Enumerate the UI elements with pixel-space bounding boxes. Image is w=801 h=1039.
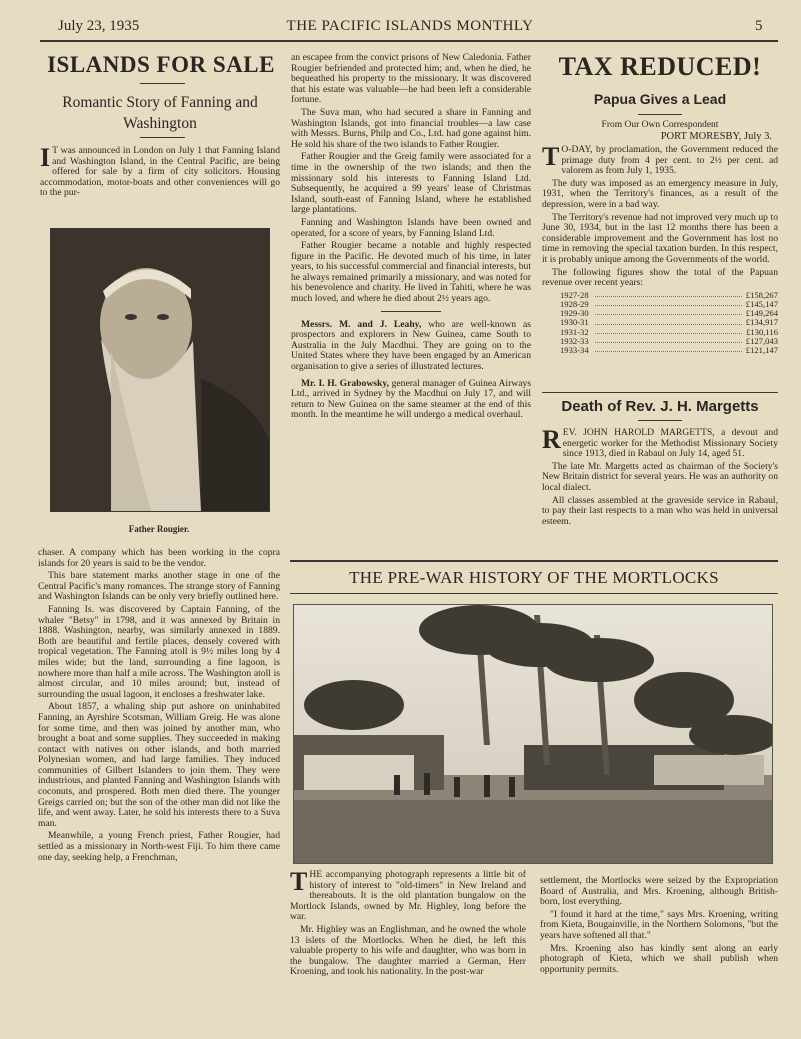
- revenue-amount: £134,917: [745, 317, 778, 328]
- leader-dots: [595, 328, 742, 334]
- header-rule: [40, 40, 778, 42]
- leader-dots: [595, 346, 742, 352]
- father-rougier-photo: [51, 229, 269, 511]
- mortlocks-dropcap: T: [290, 867, 308, 896]
- tax-title: TAX REDUCED!: [558, 52, 762, 81]
- revenue-year: 1927-28: [560, 289, 589, 300]
- revenue-year: 1931-32: [560, 326, 589, 337]
- islands-col2: an escapee from the convict prisons of New Caledonia. Father Rougier befriended and protected him; and, when he died, he bequeathed his property to the missionary. It was discovered that his estate was valuable—he had been left a considerable fortune. The Suva man, who had secured a share in Fanning and Washington Islands, got into financial troubles—a law case with Messrs. Burns, Philp and Co., Ltd. had gone against him. He sold his share of the two islands to Father Rougier. Father Rougier and the Greig family were associated for a time in the ownership of the two islands; and then the missionary sold his interests to Fanning Island Ltd. Subsequently, he acquired a 99 years' lease of Christmas Island, south-east of Fanning Island, where he established large plantations. Fanning and Washington Islands have been owned and operated, for a score of years, by Fanning Island Ltd. Father Rougier became a notable and highly respected figure in the Pacific. He devoted much of his time, in later years, to his successful commercial and financial interests, but he always remained primarily a missionary, and was noted for his benevolence and charity. He lived in Tahiti, where he was much loved, and where he died about 2½ years ago. Messrs. M. and J. Leahy, who are well-known as prospectors and explorers in New Guinea, came South to Australia in the July Macdhui. They are going on to the United States where they have been engaged by an American organisation to give a series of illustrated lectures. Mr. I. H. Grabowsky, general manager of Guinea Airways Ltd., arrived in Sydney by the Macdhui on July 17, and will return to New Guinea on the same steamer at the end of this month. In the meantime he will undergo a medical overhaul.: [291, 52, 531, 421]
- title-rule: [140, 83, 185, 84]
- mortlocks-title: THE PRE-WAR HISTORY OF THE MORTLOCKS: [349, 568, 719, 587]
- islands-title: ISLANDS FOR SALE: [47, 52, 275, 77]
- portrait-caption: Father Rougier.: [128, 524, 190, 534]
- tax-subtitle: Papua Gives a Lead: [593, 91, 727, 107]
- mortlocks-col1: THE accompanying photograph represents a little bit of history of interest to "old-timers" in New Ireland and thereabouts. It is the old plantation bungalow on the Mortlock Islands, owned by Mr. Highley, long before the war. Mr. Highley was an Englishman, and he owned the whole 13 islets of the Mortlocks. When he died, he left this valuable property to his wife and daughter, who was born in the bungalow. The daughter married a German, Herr Kroening, and took his nationality. In the post-war: [290, 867, 526, 978]
- portrait-frame: [50, 228, 270, 512]
- dropcap: I: [40, 143, 51, 172]
- margetts-rule-top: [542, 392, 778, 393]
- islands-intro: I T was announced in London on July 1 that Fanning Island and Washington Island, in the Central Pacific, are being offered for sale by a firm of city solicitors. Housing accommodation, motor-boats and other conveniences will go to the pur-: [40, 143, 280, 199]
- revenue-year: 1930-31: [560, 317, 589, 328]
- mortlocks-col2: settlement, the Mortlocks were seized by the Expropriation Board of Australia, and Mrs. Kroening, although British-born, lost everything. "I found it hard at the time," says Mrs. Kroening, writing from Kieta, Bougainville, in the Northern Solomons, "but the years have softened all that." Mrs. Kroening also has kindly sent along an early photograph of Kieta, which we shall publish when opportunity permits.: [540, 875, 778, 975]
- tax-byline: From Our Own Correspondent: [601, 120, 719, 130]
- margetts-rule: [638, 420, 682, 421]
- leader-dots: [595, 291, 742, 297]
- islands-col1: chaser. A company which has been working in the copra islands for 20 years is said to be the vendor. This bare statement marks another stage in one of the Central Pacific's many romances. The strange story of Fanning and Washington Islands can be only very briefly outlined here. Fanning Is. was discovered by Captain Fanning, of the whaler "Betsy" in 1798, and it was annexed by Britain in 1888. Washington, nearby, was similarly annexed in 1889. Both are beautiful and fertile places, densely covered with tropical vegetation. The Fanning atoll is 9½ miles long by 4 miles wide; but the land, surrounding a fine lagoon, is nowhere more than half a mile across. The Washington atoll is almost circular, and 10 miles around; but, instead of surrounding the usual lagoon, it encloses a freshwater lake. About 1857, a whaling ship put ashore on uninhabited Fanning, an Ayrshire Scotsman, William Greig. He was alone for some time, and then was joined by another man, who brought a boat and some supplies. They succeeded in making contact with natives on other islands, and both married Polynesian women, and had large families. They induced communities of Gilbert Islanders to join them. They were industrious, and planted Fanning and Washington Islands with coconuts, and prospered. Both men died there. The younger Greigs carried on; but the son of the other man did not like the life, and went away. Later, he sold his interests there to a Suva man. Meanwhile, a young French priest, Father Rougier, had settled as a missionary in North-west Fiji. To him there came one day, seeking help, a Frenchman,: [38, 547, 280, 863]
- tax-body: T O-DAY, by proclamation, the Government reduced the primage duty from 4 per cent. to 2½ per cent. ad valorem as from July 1, 1935. The duty was imposed as an emergency measure in July, 1931, when the Territory's finances, as a result of the depression, were in a bad way. The Territory's revenue had not improved very much up to June 30, 1934, but in the last 12 months there has been a considerable improvement and the Government has lost no time in removing the special taxation burden. In this respect, it is probably unique among the Governments of the world. The following figures show the total of the Papuan revenue over recent years: 1927-28 £158,267 1928-29 £145,147 1929-30 £149,264 1930-31 £134,917 1931-32 £130,116 1932-33 £127,043 1933-34 £121,147: [542, 142, 778, 355]
- plantation-bungalow-photo: [294, 605, 772, 863]
- leader-dots: [595, 300, 742, 306]
- leader-dots: [595, 309, 742, 315]
- mortlocks-rule-bottom: [290, 593, 778, 594]
- tax-dateline: PORT MORESBY, July 3.: [660, 131, 772, 142]
- mortlocks-photo-frame: [293, 604, 773, 864]
- revenue-amount: £158,267: [745, 289, 778, 300]
- revenue-year: 1933-34: [560, 344, 589, 355]
- issue-date: July 23, 1935: [58, 18, 140, 34]
- section-rule: [381, 307, 441, 312]
- revenue-year: 1932-33: [560, 335, 589, 346]
- islands-subtitle: Romantic Story of Fanning and Washington: [62, 94, 258, 132]
- subtitle-rule: [140, 137, 185, 138]
- leahy-note: Messrs. M. and J. Leahy, who are well-known as prospectors and explorers in New Guinea, came South to Australia in the July Macdhui. They are going on to the United States where they have been engaged by an American organisation to give a series of illustrated lectures.: [291, 318, 531, 373]
- revenue-amount: £149,264: [745, 308, 778, 319]
- leader-dots: [595, 337, 742, 343]
- revenue-amount: £145,147: [745, 298, 778, 309]
- revenue-amount: £130,116: [746, 326, 778, 337]
- page-number: 5: [755, 18, 763, 34]
- margetts-title: Death of Rev. J. H. Margetts: [561, 398, 759, 415]
- revenue-year: 1929-30: [560, 308, 589, 319]
- leader-dots: [595, 318, 742, 324]
- tax-rule: [638, 114, 682, 115]
- mortlocks-rule-top: [290, 560, 778, 562]
- revenue-row: [542, 346, 778, 355]
- publication-title: THE PACIFIC ISLANDS MONTHLY: [286, 18, 534, 34]
- grabowsky-note: Mr. I. H. Grabowsky, general manager of Guinea Airways Ltd., arrived in Sydney by the Macdhui on July 17, and will return to New Guinea on the same steamer at the end of this month. In the meantime he will undergo a medical overhaul.: [291, 377, 531, 421]
- revenue-table: [542, 291, 778, 355]
- revenue-year: 1928-29: [560, 298, 589, 309]
- revenue-amount: £121,147: [745, 344, 778, 355]
- revenue-amount: £127,043: [745, 335, 778, 346]
- margetts-dropcap: R: [542, 425, 561, 454]
- tax-dropcap: T: [542, 142, 560, 171]
- margetts-body: REV. JOHN HAROLD MARGETTS, a devout and energetic worker for the Methodist Missionary Society since 1913, died in Rabaul on July 14, aged 51. The late Mr. Margetts acted as chairman of the Society's New Britain district for several years. He was an authority on local dialect. All classes assembled at the graveside service in Rabaul, to pay their last respects to a man who was held in universal esteem.: [542, 425, 778, 527]
